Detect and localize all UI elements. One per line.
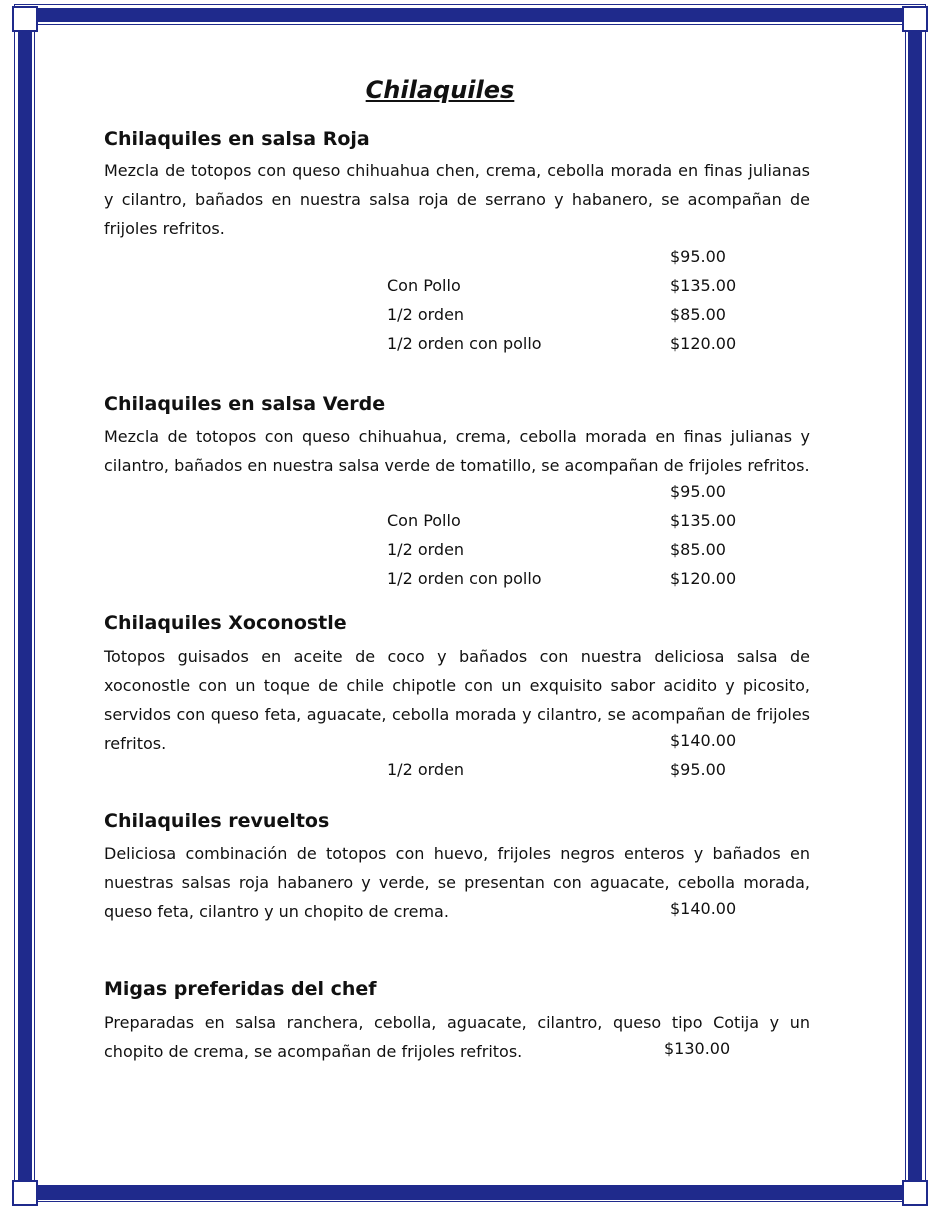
item-description: Deliciosa combinación de totopos con huevo, frijoles negros enteros y bañados en nuestras salsas roja habanero y verde, se presentan con aguacate, cebolla morada, queso feta, cilantro y un chopito de crema. — [104, 844, 810, 921]
border-top — [18, 8, 922, 22]
corner-ornament-bottom-right — [902, 1180, 928, 1206]
item-title: Chilaquiles en salsa Roja — [104, 128, 370, 150]
item-price: $130.00 — [664, 1039, 731, 1058]
item-title: Migas preferidas del chef — [104, 978, 377, 1000]
item-price: $95.00 — [670, 482, 726, 501]
option-label: Con Pollo — [387, 276, 461, 295]
page-title: Chilaquiles — [365, 76, 515, 104]
border-right — [908, 8, 922, 1200]
item-price: $140.00 — [670, 899, 737, 918]
option-label: 1/2 orden — [387, 540, 465, 559]
item-description: Totopos guisados en aceite de coco y bañados con nuestra deliciosa salsa de xoconostle con un toque de chile chipotle con un exquisito sabor acidito y picosito, servidos con queso feta, aguacate, cebolla morada y cilantro, se acompañan de frijoles refritos. — [104, 647, 810, 753]
option-price: $135.00 — [670, 276, 737, 295]
item-description: Preparadas en salsa ranchera, cebolla, aguacate, cilantro, queso tipo Cotija y un chopito de crema, se acompañan de frijoles refritos. — [104, 1013, 810, 1061]
option-label: 1/2 orden con pollo — [387, 569, 542, 588]
border-left — [18, 8, 32, 1200]
border-bottom — [18, 1186, 922, 1200]
option-label: 1/2 orden — [387, 305, 465, 324]
option-label: 1/2 orden — [387, 760, 465, 779]
item-description: Mezcla de totopos con queso chihuahua, crema, cebolla morada en finas julianas y cilantro, bañados en nuestra salsa verde de tomatillo, se acompañan de frijoles refritos. — [104, 427, 810, 475]
item-title: Chilaquiles en salsa Verde — [104, 393, 386, 415]
item-title: Chilaquiles Xoconostle — [104, 612, 347, 634]
option-price: $95.00 — [670, 760, 726, 779]
option-price: $85.00 — [670, 305, 726, 324]
option-price: $85.00 — [670, 540, 726, 559]
item-description: Mezcla de totopos con queso chihuahua chen, crema, cebolla morada en finas julianas y cilantro, bañados en nuestra salsa roja de serrano y habanero, se acompañan de frijoles refritos. — [104, 161, 810, 238]
option-price: $135.00 — [670, 511, 737, 530]
option-price: $120.00 — [670, 334, 737, 353]
item-price: $140.00 — [670, 731, 737, 750]
item-title: Chilaquiles revueltos — [104, 810, 330, 832]
option-label: Con Pollo — [387, 511, 461, 530]
corner-ornament-top-right — [902, 6, 928, 32]
corner-ornament-top-left — [12, 6, 38, 32]
corner-ornament-bottom-left — [12, 1180, 38, 1206]
item-price: $95.00 — [670, 247, 726, 266]
option-price: $120.00 — [670, 569, 737, 588]
option-label: 1/2 orden con pollo — [387, 334, 542, 353]
